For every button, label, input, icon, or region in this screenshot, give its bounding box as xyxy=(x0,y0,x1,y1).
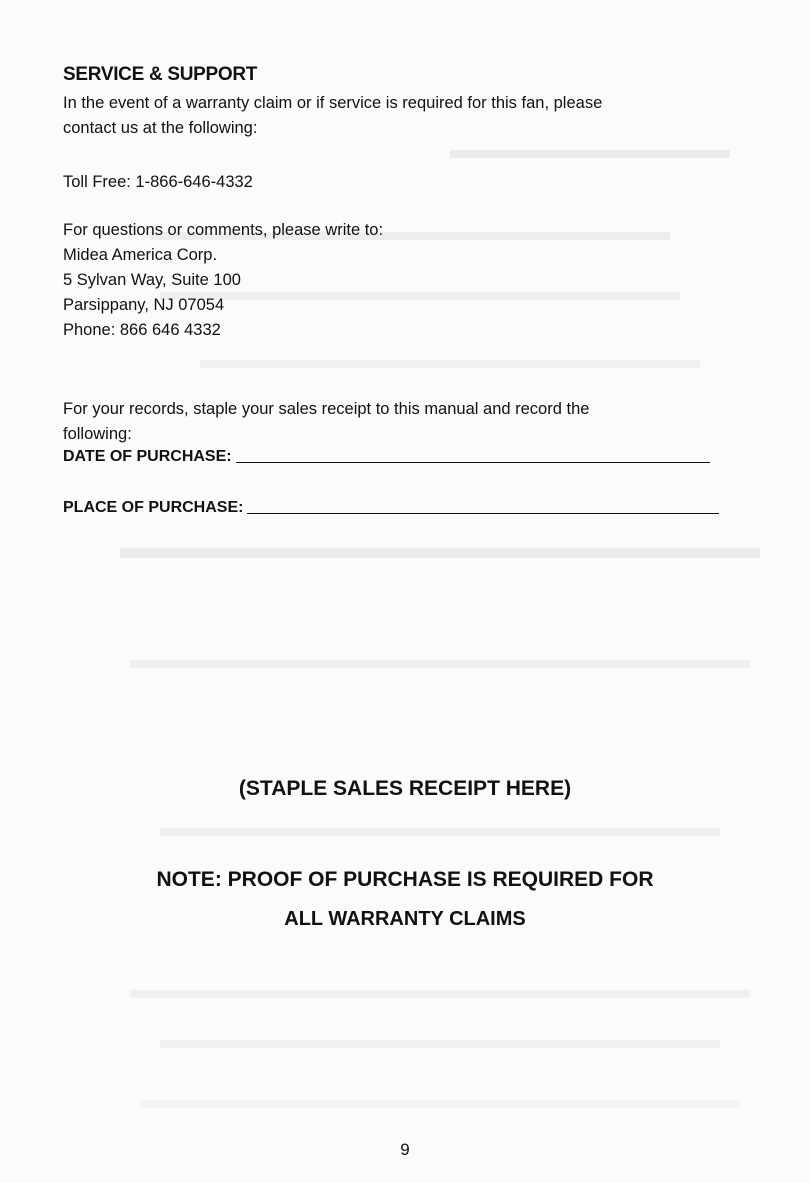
page-number: 9 xyxy=(400,1140,410,1159)
date-of-purchase-label: DATE OF PURCHASE: xyxy=(63,448,232,465)
staple-receipt-note: (STAPLE SALES RECEIPT HERE) xyxy=(238,777,572,800)
mailing-address xyxy=(63,218,383,343)
intro-paragraph xyxy=(63,91,743,141)
address-line: Midea America Corp. xyxy=(63,246,218,264)
records-line: For your records, staple your sales receipt to this manual and record the xyxy=(63,400,590,418)
proof-of-purchase-note: NOTE: PROOF OF PURCHASE IS REQUIRED FOR xyxy=(156,868,654,891)
section-heading: SERVICE & SUPPORT xyxy=(63,64,258,85)
address-line: 5 Sylvan Way, Suite 100 xyxy=(63,271,241,289)
date-of-purchase-field[interactable] xyxy=(63,448,710,466)
date-of-purchase-line[interactable] xyxy=(236,462,710,463)
address-line: For questions or comments, please write to: xyxy=(63,221,384,239)
proof-of-purchase-note: ALL WARRANTY CLAIMS xyxy=(284,908,526,930)
toll-free-number: Toll Free: 1-866-646-4332 xyxy=(63,173,253,191)
place-of-purchase-field[interactable] xyxy=(63,499,719,517)
place-of-purchase-line[interactable] xyxy=(247,513,719,514)
records-line: following: xyxy=(63,425,132,443)
intro-line: In the event of a warranty claim or if service is required for this fan, please xyxy=(63,94,603,112)
place-of-purchase-label: PLACE OF PURCHASE: xyxy=(63,499,244,516)
address-line: Phone: 866 646 4332 xyxy=(63,321,221,339)
intro-line: contact us at the following: xyxy=(63,119,258,137)
address-line: Parsippany, NJ 07054 xyxy=(63,296,225,314)
records-instructions xyxy=(63,397,763,447)
